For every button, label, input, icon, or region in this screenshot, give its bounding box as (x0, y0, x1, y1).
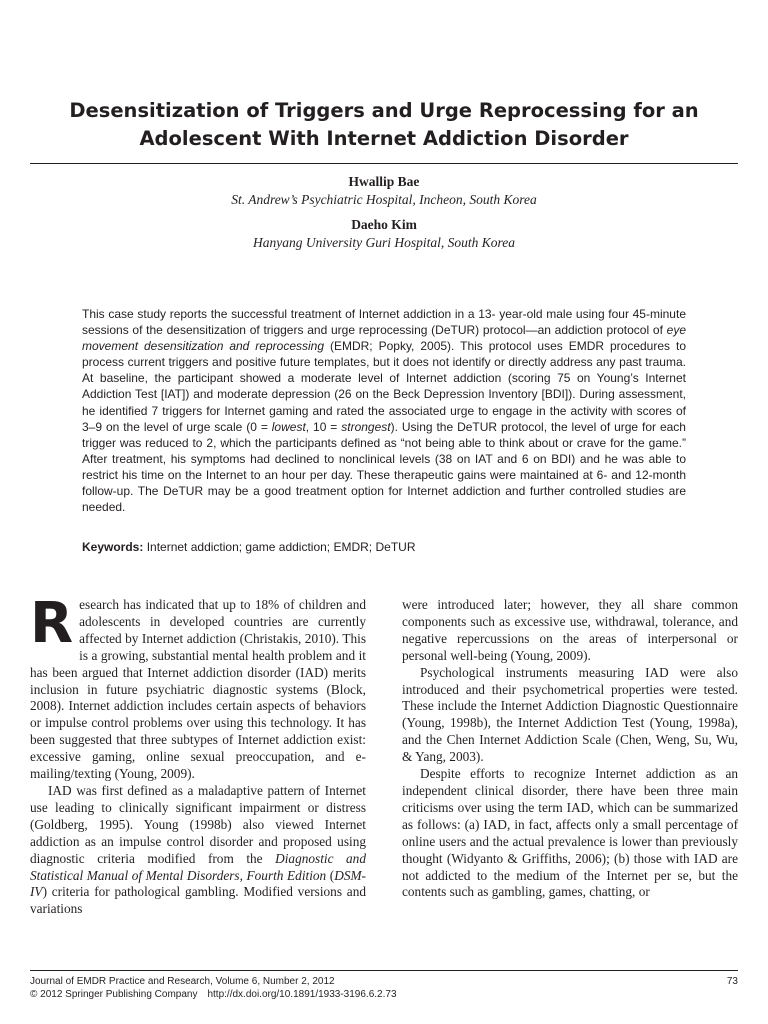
journal-citation: Journal of EMDR Practice and Research, Volume 6, Number 2, 2012 (30, 976, 335, 987)
author-name-1: Hwallip Bae (348, 174, 420, 189)
footer-copyright-line (30, 989, 738, 1001)
doi-link[interactable]: http://dx.doi.org/10.1891/1933-3196.6.2.73 (207, 989, 397, 1000)
page-number: 73 (726, 976, 738, 987)
abstract-text (82, 306, 686, 515)
body-column-right (402, 597, 738, 901)
body-text: ) criteria for pathological gambling. Modified versions and variations (30, 884, 366, 917)
body-paragraph (30, 591, 366, 783)
article-title-line-2: Adolescent With Internet Addiction Disorder (139, 127, 629, 150)
body-column-left (30, 591, 366, 918)
abstract (82, 306, 686, 515)
abstract-italic-term: strongest (341, 419, 391, 434)
abstract-segment: This case study reports the successful treatment of Internet addiction in a 13- year-old male using four 45-minute sessions of the desensitization of triggers and urge reprocessing (DeTUR) protocol—an addiction protocol of (82, 307, 686, 338)
keywords-label: Keywords: (82, 540, 144, 554)
body-paragraph: Psychological instruments measuring IAD were also introduced and their psychometrical properties were tested. These include the Internet Addiction Diagnostic Questionnaire (Young, 1998b), the Internet Addiction Test (Young, 1998a), and the Chen Internet Addiction Scale (Chen, Weng, Su, Wu, & Yang, 2003). (402, 664, 738, 765)
body-paragraph (30, 783, 366, 918)
keywords (82, 539, 686, 555)
body-italic-title: Diagnostic and Statistical Manual of Mental Disorders, Fourth Edition (30, 850, 366, 883)
abstract-italic-term: lowest (271, 419, 306, 434)
author-affiliation-1: St. Andrew’s Psychiatric Hospital, Incheon, South Korea (231, 192, 537, 207)
drop-cap: R (30, 591, 74, 656)
footer-divider (30, 970, 738, 971)
abstract-italic-term: eye movement desensitization and reprocessing (82, 323, 686, 354)
author-affiliation-2: Hanyang University Guri Hospital, South Korea (253, 235, 515, 250)
keywords-list: Internet addiction; game addiction; EMDR; DeTUR (143, 540, 416, 554)
body-text: IAD was first defined as a maladaptive pattern of Internet use leading to clinically significant impairment or distress (Goldberg, 1995). Young (1998b) also viewed Internet addiction as an impulse control disorder and proposed using diagnostic criteria modified from the (30, 782, 366, 866)
article-title (30, 97, 738, 153)
abstract-segment: (EMDR; Popky, 2005). This protocol uses EMDR procedures to process current triggers and positive future templates, but it does not identify or directly address any past trauma. At baseline, the participant showed a moderate level of Internet addiction (scoring 75 on Young’s Internet Addiction Test [IAT]) and moderate depression (26 on the Beck Depression Inventory [BDI]). During assessment, he identified 7 triggers for Internet gaming and rated the associated urge to engage in the activity with scores of 3–9 on the level of urge scale (0 = (82, 339, 686, 434)
article-title-line-1: Desensitization of Triggers and Urge Reprocessing for an (69, 99, 699, 122)
body-paragraph: Despite efforts to recognize Internet addiction as an independent clinical disorder, there have been three main criticisms over using the term IAD, which can be summarized as follows: (a) IAD, in fact, affects only a small percentage of online users and the actual prevalence is lower than previously thought (Widyanto & Griffiths, 2006); (b) those with IAD are not addicted to the medium of the Internet per se, but the contents such as gambling, games, chatting, or (402, 766, 738, 900)
body-paragraph: were introduced later; however, they all share common components such as excessive use, withdrawal, tolerance, and negative repercussions on the areas of interpersonal or personal well-being (Young, 2009). (402, 597, 738, 663)
footer-journal-line (30, 976, 738, 988)
abstract-segment: ). Using the DeTUR protocol, the level of urge for each trigger was reduced to 2, which the participants defined as “not being able to think about or crave for the game.” After treatment, his symptoms had declined to nonclinical levels (38 on IAT and 6 on BDI) and he was able to restrict his time on the Internet to an hour per day. These therapeutic gains were maintained at 6- and 12-month follow-up. The DeTUR may be a good treatment option for Internet addiction and further controlled studies are needed. (82, 419, 686, 515)
copyright-notice: © 2012 Springer Publishing Company (30, 989, 198, 1000)
body-italic-title: DSM-IV (30, 867, 366, 900)
author-name-2: Daeho Kim (351, 217, 417, 232)
title-divider (30, 163, 738, 164)
body-text: ( (326, 867, 335, 883)
abstract-segment: , 10 = (305, 419, 342, 434)
body-text: esearch has indicated that up to 18% of children and adolescents in developed countries are currently affected by Internet addiction (Christakis, 2010). This is a growing, substantial mental health problem and it has been argued that Internet addiction disorder (IAD) merits inclusion in future psychiatric diagnostic systems (Block, 2008). Internet addiction includes certain aspects of behaviors or impulse control problems over using this technology. It has been suggested that three subtypes of Internet addiction exist: excessive gaming, online sexual preoccupation, and e-mailing/texting (Young, 2009). (30, 597, 366, 782)
